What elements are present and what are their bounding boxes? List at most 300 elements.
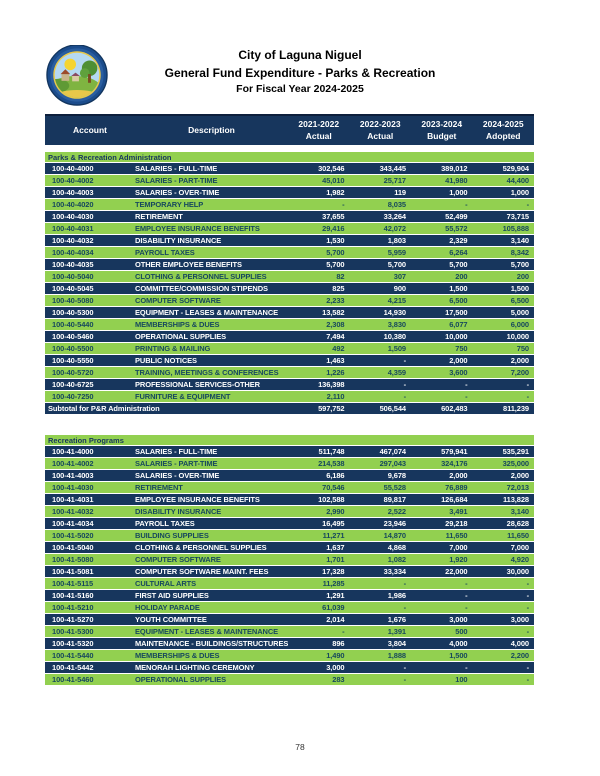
value-2022-2023: - [403, 663, 406, 672]
description-cell: FURNITURE & EQUIPMENT [135, 392, 231, 401]
value-2023-2024: 3,491 [449, 507, 468, 516]
fiscal-year-line: For Fiscal Year 2024-2025 [236, 83, 364, 95]
value-2023-2024: 4,000 [449, 639, 468, 648]
value-2023-2024: 29,218 [445, 519, 468, 528]
value-2023-2024: 126,684 [441, 495, 468, 504]
value-2024-2025: 7,200 [510, 368, 529, 377]
account-cell: 100-40-4003 [52, 188, 94, 197]
value-2023-2024: 22,000 [445, 567, 468, 576]
description-cell: MAINTENANCE - BUILDINGS/STRUCTURES [135, 639, 288, 648]
value-2024-2025: - [526, 392, 529, 401]
value-2022-2023: - [403, 392, 406, 401]
value-2024-2025: 10,000 [506, 332, 529, 341]
account-cell: 100-40-5080 [52, 296, 94, 305]
table-row [45, 566, 534, 578]
value-2024-2025: 73,715 [506, 212, 529, 221]
value-2021-2022: 1,530 [326, 236, 345, 245]
value-2023-2024: 10,000 [445, 332, 468, 341]
value-2022-2023: 10,380 [383, 332, 406, 341]
table-row [45, 295, 534, 307]
value-2022-2023: 14,870 [383, 531, 406, 540]
table-header-row [45, 114, 534, 145]
value-2022-2023: 9,678 [387, 471, 406, 480]
value-2021-2022: 214,538 [318, 459, 345, 468]
value-2022-2023: 343,445 [379, 164, 406, 173]
value-2021-2022: 6,186 [326, 471, 345, 480]
value-2022-2023: 5,959 [387, 248, 406, 257]
value-2021-2022: 13,582 [322, 308, 345, 317]
account-cell: 100-40-5040 [52, 272, 94, 281]
description-cell: MEMBERSHIPS & DUES [135, 651, 220, 660]
value-2021-2022: 45,010 [322, 176, 345, 185]
value-2022-2023: 1,509 [387, 344, 406, 353]
value-2024-2025: 30,000 [506, 567, 529, 576]
description-cell: MEMBERSHIPS & DUES [135, 320, 220, 329]
value-2022-2023: - [403, 380, 406, 389]
account-cell: 100-41-5460 [52, 675, 94, 684]
value-2021-2022: 5,700 [326, 248, 345, 257]
value-2023-2024: 2,000 [449, 356, 468, 365]
value-2021-2022: 1,291 [326, 591, 345, 600]
table-row [45, 187, 534, 199]
value-2023-2024: 11,650 [445, 531, 468, 540]
table-row [45, 662, 534, 674]
table-row [45, 458, 534, 470]
table-row [45, 446, 534, 458]
description-cell: COMPUTER SOFTWARE [135, 555, 221, 564]
table-row [45, 391, 534, 403]
value-2021-2022: 102,588 [318, 495, 345, 504]
table-row [45, 379, 534, 391]
account-cell: 100-40-5500 [52, 344, 94, 353]
document-subtitle: General Fund Expenditure - Parks & Recreation [164, 66, 436, 80]
account-cell: 100-40-7250 [52, 392, 94, 401]
value-2021-2022: 511,748 [318, 447, 345, 456]
table-row [45, 271, 534, 283]
table-row [45, 343, 534, 355]
value-2024-2025: 4,920 [510, 555, 529, 564]
value-2024-2025: - [526, 627, 529, 636]
value-2021-2022: 283 [332, 675, 345, 684]
account-cell: 100-40-4000 [52, 164, 94, 173]
value-2021-2022: 61,039 [322, 603, 345, 612]
value-2021-2022: 1,637 [326, 543, 345, 552]
account-cell: 100-41-5210 [52, 603, 94, 612]
table-row [45, 235, 534, 247]
description-cell: EMPLOYEE INSURANCE BENEFITS [135, 495, 260, 504]
table-row [45, 319, 534, 331]
value-2022-2023: 4,359 [387, 368, 406, 377]
value-2022-2023: 1,676 [387, 615, 406, 624]
value-2021-2022: - [342, 200, 345, 209]
value-2024-2025: 529,904 [502, 164, 529, 173]
value-2023-2024: 55,572 [445, 224, 468, 233]
value-2021-2022: 302,546 [318, 164, 345, 173]
value-2024-2025: 113,828 [503, 495, 529, 504]
table-body [45, 152, 534, 686]
value-2023-2024: 579,941 [441, 447, 468, 456]
value-2024-2025: 28,628 [506, 519, 529, 528]
description-cell: SALARIES - PART-TIME [135, 176, 218, 185]
value-2022-2023: 4,868 [387, 543, 406, 552]
value-2021-2022: 1,463 [326, 356, 345, 365]
value-2022-2023: 2,522 [387, 507, 406, 516]
value-2023-2024: 7,000 [449, 543, 468, 552]
table-row [45, 506, 534, 518]
account-cell: 100-41-5320 [52, 639, 94, 648]
title-block [0, 46, 600, 98]
value-2021-2022: 2,233 [326, 296, 345, 305]
description-cell: TEMPORARY HELP [135, 200, 204, 209]
value-2022-2023: 42,072 [383, 224, 406, 233]
value-2022-2023: 89,817 [383, 495, 406, 504]
table-row [45, 626, 534, 638]
value-2023-2024: 750 [455, 344, 468, 353]
description-cell: MENORAH LIGHTING CEREMONY [135, 663, 255, 672]
table-row [45, 590, 534, 602]
value-2022-2023: 467,074 [379, 447, 406, 456]
account-cell: 100-40-4030 [52, 212, 94, 221]
value-2023-2024: 3,000 [449, 615, 468, 624]
value-2024-2025: 5,000 [510, 308, 529, 317]
column-header-2022-2023-actual: 2022-2023 Actual [359, 119, 401, 141]
description-cell: SALARIES - PART-TIME [135, 459, 218, 468]
table-row [45, 482, 534, 494]
table-row [45, 331, 534, 343]
value-2021-2022: 492 [332, 344, 345, 353]
description-cell: OTHER EMPLOYEE BENEFITS [135, 260, 242, 269]
value-2021-2022: 597,752 [318, 404, 345, 413]
account-cell: 100-41-5442 [52, 663, 94, 672]
value-2023-2024: 1,500 [449, 284, 468, 293]
value-2022-2023: - [403, 356, 406, 365]
description-cell: CLOTHING & PERSONNEL SUPPLIES [135, 543, 267, 552]
table-row [45, 163, 534, 175]
value-2022-2023: 55,528 [383, 483, 406, 492]
description-cell: OPERATIONAL SUPPLIES [135, 675, 227, 684]
value-2022-2023: 1,888 [387, 651, 406, 660]
account-cell: 100-41-4002 [52, 459, 94, 468]
value-2022-2023: 3,804 [387, 639, 406, 648]
budget-table [45, 114, 534, 686]
account-cell: 100-41-5080 [52, 555, 94, 564]
account-cell: 100-40-4031 [52, 224, 94, 233]
account-cell: 100-41-4003 [52, 471, 94, 480]
table-row [45, 554, 534, 566]
table-row [45, 650, 534, 662]
description-cell: CLOTHING & PERSONNEL SUPPLIES [135, 272, 267, 281]
value-2022-2023: 297,043 [379, 459, 406, 468]
section-header: Parks & Recreation Administration [45, 152, 534, 163]
value-2022-2023: - [403, 603, 406, 612]
account-cell: 100-41-4030 [52, 483, 94, 492]
value-2022-2023: 506,544 [379, 404, 406, 413]
account-cell: 100-40-4020 [52, 200, 94, 209]
value-2022-2023: 1,082 [387, 555, 406, 564]
table-row [45, 638, 534, 650]
value-2023-2024: 100 [455, 675, 468, 684]
description-cell: PRINTING & MAILING [135, 344, 211, 353]
account-cell: 100-40-5720 [52, 368, 94, 377]
value-2024-2025: 105,888 [502, 224, 529, 233]
description-cell: OPERATIONAL SUPPLIES [135, 332, 227, 341]
value-2021-2022: 2,110 [326, 392, 345, 401]
value-2022-2023: 14,930 [383, 308, 406, 317]
value-2024-2025: 8,342 [510, 248, 529, 257]
value-2023-2024: - [465, 663, 468, 672]
column-header-2024-2025-adopted: 2024-2025 Adopted [482, 119, 524, 141]
column-header-2023-2024-budget: 2023-2024 Budget [421, 119, 463, 141]
value-2024-2025: 750 [516, 344, 529, 353]
description-cell: SALARIES - FULL-TIME [135, 447, 218, 456]
description-cell: SALARIES - OVER-TIME [135, 471, 220, 480]
value-2021-2022: 1,982 [326, 188, 345, 197]
column-header-description: Description [188, 124, 235, 135]
value-2023-2024: 324,176 [441, 459, 468, 468]
account-cell: 100-40-5300 [52, 308, 94, 317]
value-2024-2025: 6,000 [510, 320, 529, 329]
value-2023-2024: 1,500 [449, 651, 468, 660]
value-2024-2025: 7,000 [510, 543, 529, 552]
value-2024-2025: 3,140 [510, 236, 529, 245]
table-row [45, 175, 534, 187]
value-2023-2024: - [465, 380, 468, 389]
description-cell: FIRST AID SUPPLIES [135, 591, 209, 600]
account-cell: 100-40-5045 [52, 284, 94, 293]
value-2024-2025: 1,000 [510, 188, 529, 197]
description-cell: COMPUTER SOFTWARE [135, 296, 221, 305]
value-2022-2023: 307 [393, 272, 406, 281]
value-2024-2025: 6,500 [510, 296, 529, 305]
value-2024-2025: - [526, 200, 529, 209]
value-2022-2023: - [403, 675, 406, 684]
value-2023-2024: - [465, 579, 468, 588]
value-2024-2025: - [526, 663, 529, 672]
table-row [45, 199, 534, 211]
value-2021-2022: 11,285 [322, 579, 345, 588]
value-2024-2025: 11,650 [507, 531, 529, 540]
table-row [45, 307, 534, 319]
description-cell: RETIREMENT [135, 212, 183, 221]
value-2023-2024: 389,012 [441, 164, 468, 173]
value-2024-2025: - [526, 579, 529, 588]
account-cell: 100-40-4034 [52, 248, 94, 257]
description-cell: EMPLOYEE INSURANCE BENEFITS [135, 224, 260, 233]
account-cell: 100-41-5300 [52, 627, 94, 636]
value-2021-2022: 825 [332, 284, 345, 293]
description-cell: TRAINING, MEETINGS & CONFERENCES [135, 368, 279, 377]
section-header: Recreation Programs [45, 435, 534, 446]
subtotal-label: Subtotal for P&R Administration [48, 404, 160, 413]
value-2024-2025: - [526, 380, 529, 389]
description-cell: PUBLIC NOTICES [135, 356, 197, 365]
value-2023-2024: - [465, 200, 468, 209]
table-row [45, 283, 534, 295]
value-2024-2025: - [526, 675, 529, 684]
description-cell: PAYROLL TAXES [135, 519, 195, 528]
table-row [45, 614, 534, 626]
value-2023-2024: 602,483 [441, 404, 468, 413]
value-2023-2024: 5,700 [449, 260, 468, 269]
table-row [45, 674, 534, 686]
value-2023-2024: 41,980 [445, 176, 468, 185]
value-2024-2025: 1,500 [510, 284, 529, 293]
value-2022-2023: 119 [394, 188, 406, 197]
table-row [45, 470, 534, 482]
value-2021-2022: 5,700 [326, 260, 345, 269]
value-2023-2024: 500 [455, 627, 468, 636]
value-2023-2024: - [465, 392, 468, 401]
value-2022-2023: 33,334 [383, 567, 406, 576]
account-cell: 100-41-4000 [52, 447, 94, 456]
value-2024-2025: 44,400 [506, 176, 529, 185]
value-2024-2025: - [526, 591, 529, 600]
description-cell: COMPUTER SOFTWARE MAINT. FEES [135, 567, 269, 576]
account-cell: 100-41-5160 [52, 591, 94, 600]
column-header-2021-2022-actual: 2021-2022 Actual [298, 119, 340, 141]
value-2024-2025: 325,000 [502, 459, 529, 468]
value-2024-2025: 2,000 [510, 356, 529, 365]
value-2023-2024: 52,499 [445, 212, 468, 221]
account-cell: 100-41-5040 [52, 543, 94, 552]
value-2021-2022: 2,014 [326, 615, 345, 624]
table-row [45, 259, 534, 271]
value-2022-2023: 8,035 [387, 200, 406, 209]
value-2024-2025: - [526, 603, 529, 612]
table-row [45, 602, 534, 614]
value-2023-2024: 6,500 [449, 296, 468, 305]
document-header [0, 44, 600, 110]
account-cell: 100-40-4032 [52, 236, 94, 245]
account-cell: 100-40-5550 [52, 356, 94, 365]
value-2021-2022: 11,271 [322, 531, 345, 540]
value-2022-2023: 4,215 [387, 296, 406, 305]
description-cell: EQUIPMENT - LEASES & MAINTENANCE [135, 308, 279, 317]
value-2024-2025: 811,239 [503, 404, 529, 413]
value-2021-2022: 37,655 [322, 212, 345, 221]
value-2024-2025: 3,140 [510, 507, 529, 516]
value-2024-2025: 200 [516, 272, 529, 281]
account-cell: 100-40-4002 [52, 176, 94, 185]
page-number: 78 [295, 742, 305, 752]
value-2021-2022: - [342, 627, 345, 636]
value-2023-2024: 6,264 [449, 248, 468, 257]
value-2021-2022: 7,494 [326, 332, 345, 341]
value-2022-2023: 25,717 [383, 176, 406, 185]
value-2022-2023: - [403, 579, 406, 588]
value-2023-2024: 1,920 [449, 555, 468, 564]
table-row [45, 223, 534, 235]
value-2024-2025: 3,000 [510, 615, 529, 624]
value-2023-2024: 3,600 [449, 368, 468, 377]
account-cell: 100-41-5115 [52, 579, 94, 588]
column-header-account: Account [73, 124, 107, 135]
value-2021-2022: 82 [336, 272, 345, 281]
value-2021-2022: 1,701 [326, 555, 345, 564]
value-2021-2022: 896 [332, 639, 345, 648]
value-2021-2022: 1,226 [326, 368, 345, 377]
description-cell: CULTURAL ARTS [135, 579, 197, 588]
value-2022-2023: 33,264 [383, 212, 406, 221]
table-row [45, 494, 534, 506]
description-cell: DISABILITY INSURANCE [135, 507, 222, 516]
value-2024-2025: 2,200 [510, 651, 529, 660]
account-cell: 100-41-5440 [52, 651, 94, 660]
table-row [45, 518, 534, 530]
account-cell: 100-40-6725 [52, 380, 94, 389]
table-row [45, 530, 534, 542]
description-cell: EQUIPMENT - LEASES & MAINTENANCE [135, 627, 279, 636]
value-2023-2024: - [465, 591, 468, 600]
value-2021-2022: 1,490 [326, 651, 345, 660]
table-row [45, 355, 534, 367]
account-cell: 100-40-5460 [52, 332, 94, 341]
document-title: City of Laguna Niguel [238, 48, 362, 62]
description-cell: BUILDING SUPPLIES [135, 531, 209, 540]
description-cell: YOUTH COMMITTEE [135, 615, 207, 624]
value-2021-2022: 2,308 [326, 320, 345, 329]
description-cell: PAYROLL TAXES [135, 248, 195, 257]
description-cell: COMMITTEE/COMMISSION STIPENDS [135, 284, 268, 293]
value-2024-2025: 535,291 [502, 447, 529, 456]
description-cell: DISABILITY INSURANCE [135, 236, 222, 245]
value-2021-2022: 29,416 [322, 224, 345, 233]
value-2022-2023: 3,830 [387, 320, 406, 329]
value-2023-2024: 76,889 [445, 483, 468, 492]
account-cell: 100-41-4034 [52, 519, 94, 528]
value-2023-2024: 17,500 [445, 308, 468, 317]
account-cell: 100-41-5081 [52, 567, 94, 576]
value-2021-2022: 2,990 [326, 507, 345, 516]
value-2021-2022: 70,546 [322, 483, 345, 492]
value-2022-2023: 1,986 [387, 591, 406, 600]
value-2021-2022: 3,000 [326, 663, 345, 672]
description-cell: PROFESSIONAL SERVICES-OTHER [135, 380, 260, 389]
value-2022-2023: 23,946 [383, 519, 406, 528]
value-2021-2022: 17,328 [322, 567, 345, 576]
table-row [45, 578, 534, 590]
value-2024-2025: 5,700 [510, 260, 529, 269]
table-row [45, 542, 534, 554]
table-row [45, 367, 534, 379]
subtotal-row [45, 403, 534, 415]
description-cell: HOLIDAY PARADE [135, 603, 200, 612]
value-2023-2024: 200 [455, 272, 468, 281]
value-2024-2025: 4,000 [510, 639, 529, 648]
value-2022-2023: 5,700 [387, 260, 406, 269]
value-2024-2025: 72,013 [506, 483, 529, 492]
description-cell: SALARIES - OVER-TIME [135, 188, 220, 197]
account-cell: 100-40-5440 [52, 320, 94, 329]
account-cell: 100-41-4031 [52, 495, 94, 504]
account-cell: 100-41-5270 [52, 615, 94, 624]
value-2023-2024: - [465, 603, 468, 612]
value-2022-2023: 1,803 [387, 236, 406, 245]
table-row [45, 247, 534, 259]
value-2024-2025: 2,000 [510, 471, 529, 480]
value-2023-2024: 2,000 [449, 471, 468, 480]
value-2023-2024: 1,000 [449, 188, 468, 197]
value-2022-2023: 900 [393, 284, 406, 293]
account-cell: 100-41-4032 [52, 507, 94, 516]
value-2022-2023: 1,391 [387, 627, 406, 636]
description-cell: SALARIES - FULL-TIME [135, 164, 218, 173]
table-row [45, 211, 534, 223]
value-2021-2022: 136,398 [318, 380, 345, 389]
value-2023-2024: 2,329 [449, 236, 468, 245]
account-cell: 100-41-5020 [52, 531, 94, 540]
description-cell: RETIREMENT [135, 483, 183, 492]
